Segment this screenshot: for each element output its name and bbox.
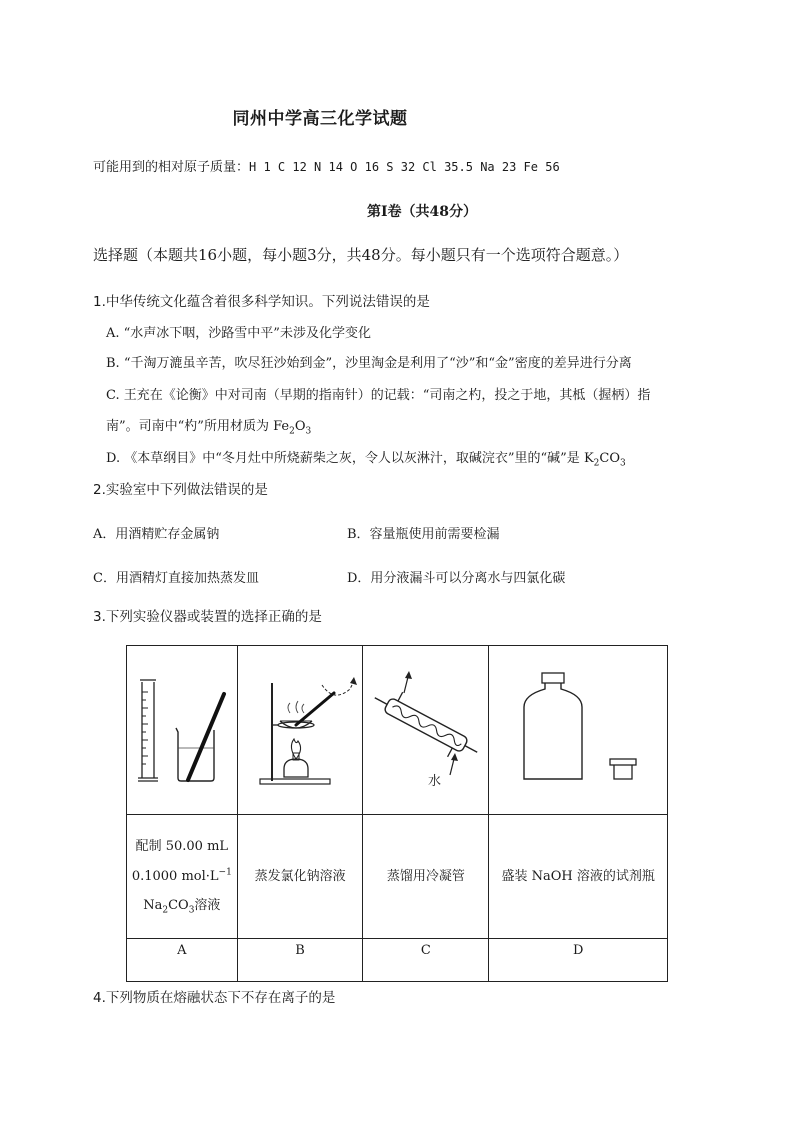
graduated-cylinder-beaker-illustration [128,668,236,788]
atomic-masses-values: H 1 C 12 N 14 O 16 S 32 Cl 35.5 Na 23 Fe 56 [249,160,560,174]
q4-stem: 4.下列物质在熔融状态下不存在离子的是 [93,990,336,1006]
q1-option-c-line1: C. 王充在《论衡》中对司南（早期的指南针）的记载：“司南之杓，投之于地，其柢（握柄）指 [106,388,651,403]
q3-label-b: B [237,939,363,982]
q2-option-c: C．用酒精灯直接加热蒸发皿 [93,571,259,586]
q1-option-d [106,447,626,469]
reagent-bottle-illustration [490,663,666,793]
q1-option-a: A. “水声冰下咽，沙路雪中平”未涉及化学变化 [106,326,371,341]
q1-option-c-line2 [106,415,312,437]
q3-cell-c-text: 蒸馏用冷凝管 [363,815,489,939]
q3-cell-a-text [127,815,238,939]
atomic-masses-label: 可能用到的相对原子质量： [93,160,250,175]
q3-a-sub1: 2 [162,906,169,917]
q3-a-line2 [127,862,237,892]
q1-c-sub-3: 3 [305,426,312,437]
water-label: 水 [427,773,441,788]
evaporation-setup-illustration [238,663,362,793]
q3-a-solution: 溶液 [194,898,221,914]
q1-d-sub-3: 3 [620,458,626,469]
q3-cell-b-text: 蒸发氯化钠溶液 [237,815,363,939]
q3-cell-d-image [489,646,668,815]
q1-d-formula-co: CO [599,451,621,466]
q3-a-co: CO [168,898,189,914]
atomic-masses [93,156,560,175]
q2-option-d: D．用分液漏斗可以分离水与四氯化碳 [347,571,566,586]
q3-a-na: Na [143,898,163,914]
q3-a-line1: 配制 50.00 mL [135,838,229,854]
q3-a-sup: −1 [218,867,232,878]
q3-stem: 3.下列实验仪器或装置的选择正确的是 [93,609,322,625]
q3-apparatus-table [126,645,668,982]
q3-cell-d-text: 盛装 NaOH 溶液的试剂瓶 [489,815,668,939]
q3-label-d: D [489,939,668,982]
q3-a-sub2: 3 [188,906,195,917]
q2-option-b: B．容量瓶使用前需要检漏 [347,527,500,542]
q1-c-formula-fe: Fe [273,419,290,434]
q1-option-b: B. “千淘万漉虽辛苦，吹尽狂沙始到金”，沙里淘金是利用了“沙”和“金”密度的差异进行分离 [106,356,632,371]
q1-d-text: D. 《本草纲目》中“冬月灶中所烧薪柴之灰，令人以灰淋汁，取碱浣衣”里的“碱”是 [106,451,580,466]
q3-a-concentration: 0.1000 mol·L [131,868,219,884]
q3-label-a: A [127,939,238,982]
q2-option-a: A．用酒精贮存金属钠 [93,527,220,542]
q3-label-c: C [363,939,489,982]
q3-a-line3 [127,891,237,921]
q3-cell-b-image [237,646,363,815]
volume-title: 第Ⅰ卷（共48分） [366,204,478,220]
section-instructions: 选择题（本题共16小题，每小题3分，共48分。每小题只有一个选项符合题意。） [93,246,629,264]
q2-stem: 2.实验室中下列做法错误的是 [93,482,268,498]
condenser-illustration [364,663,488,793]
q1-d-sub-2: 2 [593,458,600,469]
q3-cell-a-image [127,646,238,815]
exam-title: 同州中学高三化学试题 [232,109,408,129]
q1-c-formula-o: O [294,419,306,434]
q1-d-formula-k: K [583,451,594,466]
q1-c-text: 南”。司南中“杓”所用材质为 [106,419,269,434]
q1-stem: 1.中华传统文化蕴含着很多科学知识。下列说法错误的是 [93,294,430,310]
q1-c-sub-2: 2 [289,426,295,437]
q3-cell-c-image [363,646,489,815]
